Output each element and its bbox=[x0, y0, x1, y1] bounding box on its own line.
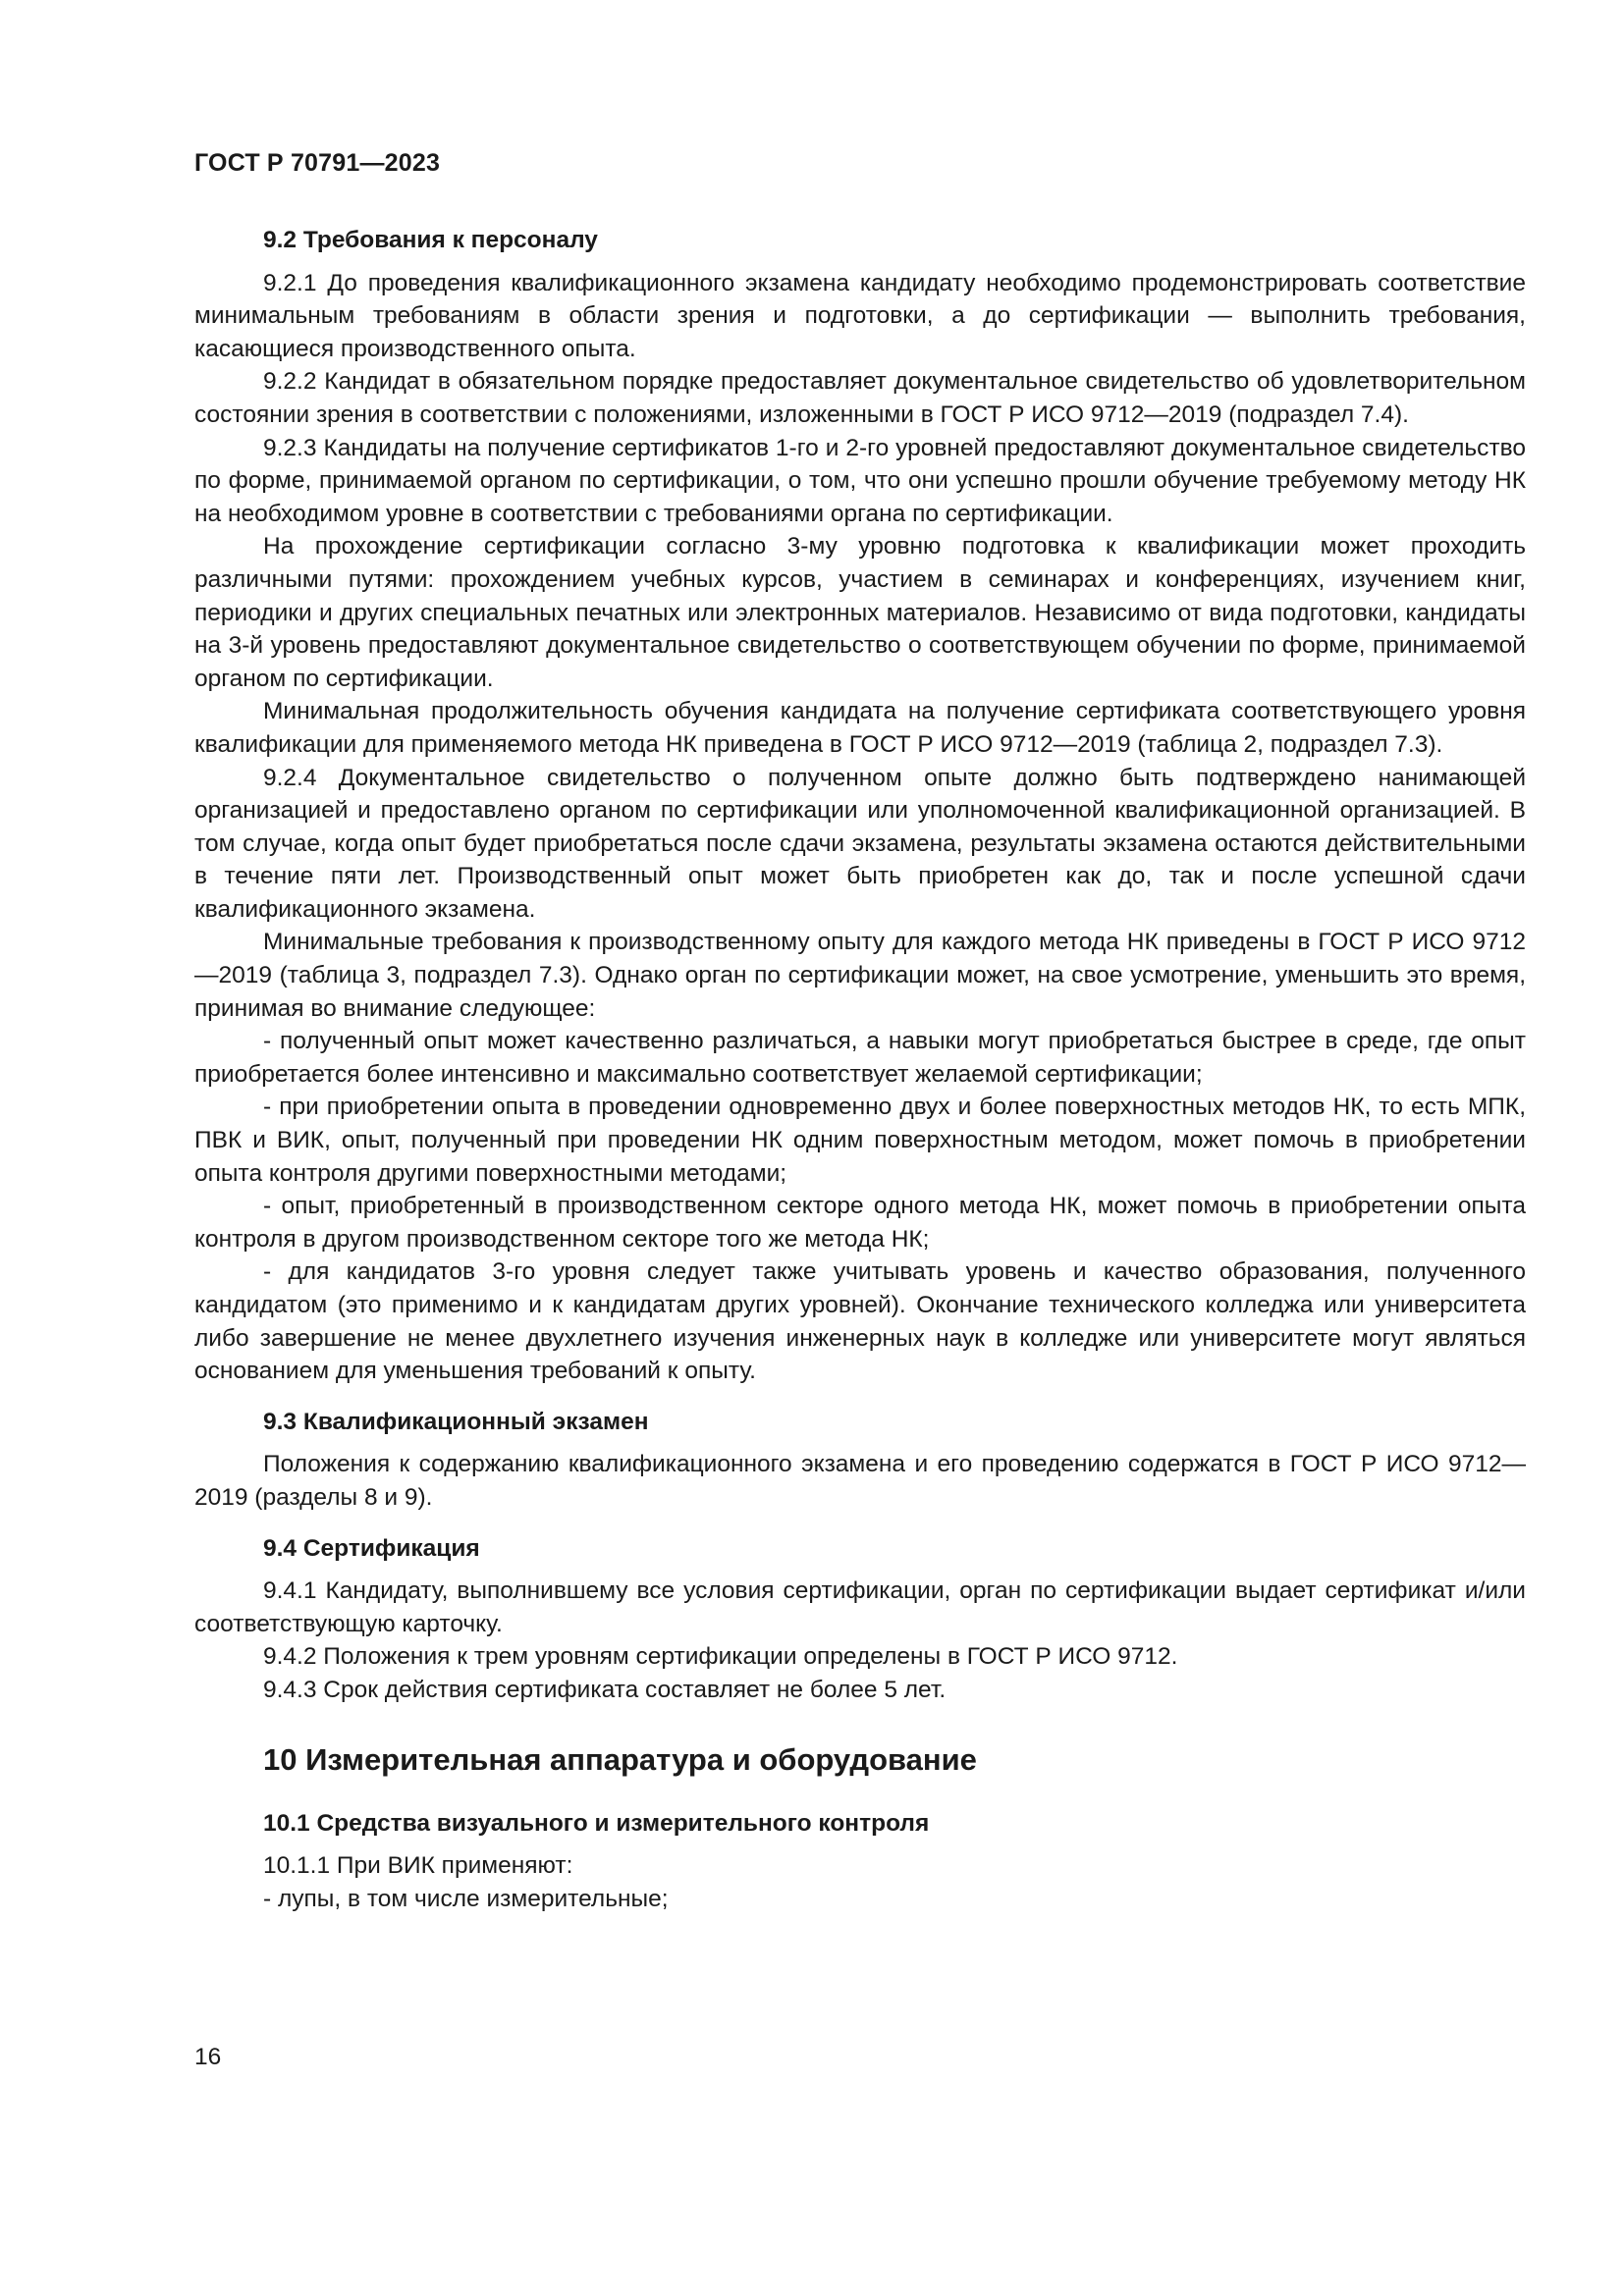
paragraph-9-2-3: 9.2.3 Кандидаты на получение сертификатов 1-го и 2-го уровней предоставляют документальное свидетельство по форме, принимаемой органом по сертификации, о том, что они успешно прошли обучение требуемому методу НК на необходимом уровне в соответствии с требованиями органа по сертификации. bbox=[194, 434, 1526, 527]
paragraph-min-training-duration: Минимальная продолжительность обучения кандидата на получение сертификата соответствующего уровня квалификации для применяемого метода НК приведена в ГОСТ Р ИСО 9712—2019 (таблица 2, подраздел 7.3). bbox=[194, 698, 1526, 758]
section-9-4-title: 9.4 Сертификация bbox=[263, 1534, 480, 1562]
section-9-3-title: 9.3 Квалификационный экзамен bbox=[263, 1408, 649, 1435]
list-item: - лупы, в том числе измерительные; bbox=[263, 1885, 669, 1912]
paragraph-level3-training: На прохождение сертификации согласно 3-му уровню подготовка к квалификации может проходить различными путями: прохождением учебных курсов, участием в семинарах и конференциях, изучением книг, периодики и других специальных печатных или электронных материалов. Независимо от вида подготовки, кандидаты на 3-й уровень предоставляют документальное свидетельство о соответствующем обучении по форме, принимаемой органом по сертификации. bbox=[194, 533, 1526, 692]
list-item: - при приобретении опыта в проведении одновременно двух и более поверхностных методов НК, то есть МПК, ПВК и ВИК, опыт, полученный при проведении НК одним поверхностным методом, может помочь в приобретении опыта контроля другими поверхностными методами; bbox=[194, 1094, 1526, 1187]
section-9-2-title: 9.2 Требования к персоналу bbox=[263, 227, 598, 253]
list-item: - опыт, приобретенный в производственном секторе одного метода НК, может помочь в приобретении опыта контроля в другом производственном секторе того же метода НК; bbox=[194, 1193, 1526, 1253]
section-10-title: 10 Измерительная аппаратура и оборудование bbox=[263, 1741, 977, 1777]
page-number: 16 bbox=[194, 2044, 222, 2070]
list-item: - для кандидатов 3-го уровня следует также учитывать уровень и качество образования, полученного кандидатом (это применимо и к кандидатам других уровней). Окончание технического колледжа или университета либо завершение не менее двухлетнего изучения инженерных наук в колледже или университете могут являться основанием для уменьшения требований к опыту. bbox=[194, 1258, 1526, 1385]
paragraph-9-4-3: 9.4.3 Срок действия сертификата составляет не более 5 лет. bbox=[263, 1676, 947, 1703]
section-10-1-title: 10.1 Средства визуального и измерительного контроля bbox=[263, 1809, 930, 1837]
document-header: ГОСТ Р 70791—2023 bbox=[194, 149, 441, 177]
paragraph-10-1-1: 10.1.1 При ВИК применяют: bbox=[263, 1852, 573, 1880]
paragraph-9-3: Положения к содержанию квалификационного экзамена и его проведению содержатся в ГОСТ Р ИСО 9712—2019 (разделы 8 и 9). bbox=[194, 1451, 1526, 1511]
list-item: - полученный опыт может качественно различаться, а навыки могут приобретаться быстрее в среде, где опыт приобретается более интенсивно и максимально соответствует желаемой сертификации; bbox=[194, 1028, 1526, 1088]
paragraph-9-4-2: 9.4.2 Положения к трем уровням сертификации определены в ГОСТ Р ИСО 9712. bbox=[263, 1643, 1178, 1671]
paragraph-min-experience: Минимальные требования к производственному опыту для каждого метода НК приведены в ГОСТ Р ИСО 9712—2019 (таблица 3, подраздел 7.3). Однако орган по сертификации может, на свое усмотрение, уменьшить это время, принимая во внимание следующее: bbox=[194, 929, 1526, 1022]
paragraph-9-2-4: 9.2.4 Документальное свидетельство о полученном опыте должно быть подтверждено нанимающей организацией и предоставлено органом по сертификации или уполномоченной квалификационной организацией. В том случае, когда опыт будет приобретаться после сдачи экзамена, результаты экзамена остаются действительными в течение пяти лет. Производственный опыт может быть приобретен как до, так и после успешной сдачи квалификационного экзамена. bbox=[194, 764, 1526, 923]
paragraph-9-2-2: 9.2.2 Кандидат в обязательном порядке предоставляет документальное свидетельство об удовлетворительном состоянии зрения в соответствии с положениями, изложенными в ГОСТ Р ИСО 9712—2019 (подраздел 7.4). bbox=[194, 368, 1526, 428]
document-body bbox=[194, 224, 1526, 1915]
paragraph-9-4-1: 9.4.1 Кандидату, выполнившему все условия сертификации, орган по сертификации выдает сертификат и/или соответствующую карточку. bbox=[194, 1577, 1526, 1637]
paragraph-9-2-1: 9.2.1 До проведения квалификационного экзамена кандидату необходимо продемонстрировать соответствие минимальным требованиям в области зрения и подготовки, а до сертификации — выполнить требования, касающиеся производственного опыта. bbox=[194, 269, 1526, 362]
